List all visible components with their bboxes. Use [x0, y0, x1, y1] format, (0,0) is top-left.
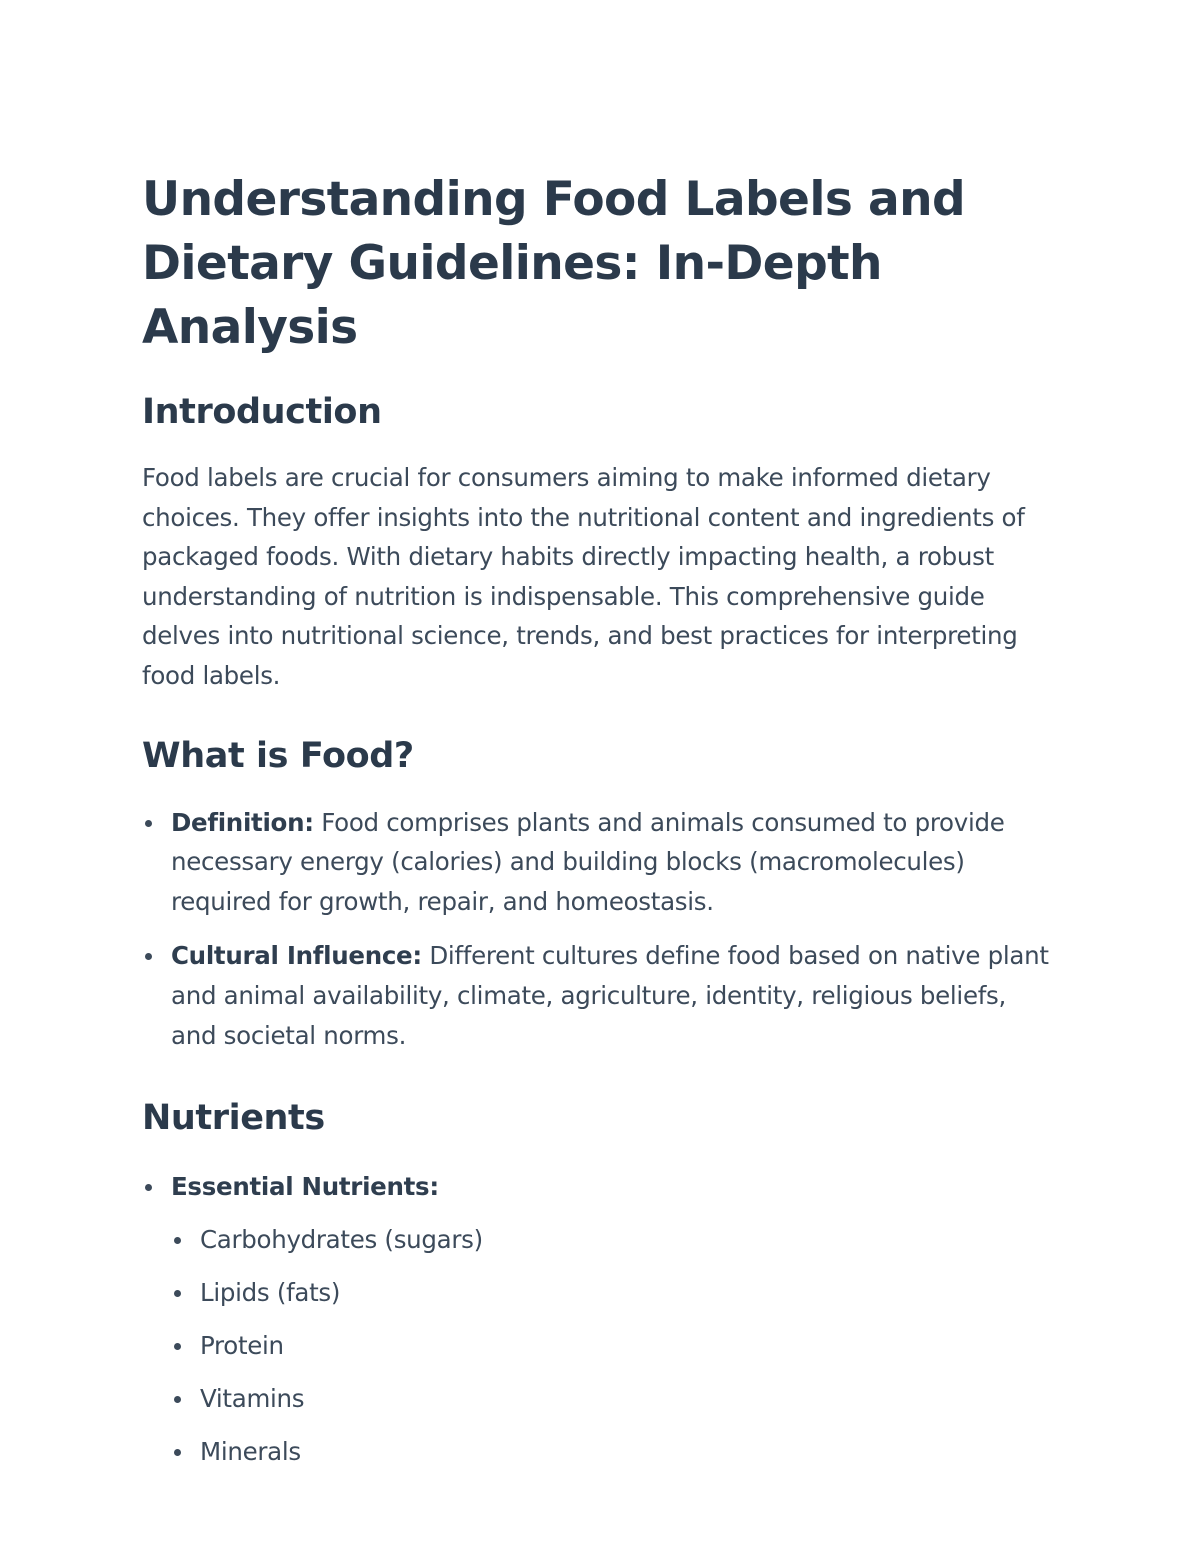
sublist-item-text: Carbohydrates (sugars) — [200, 1224, 483, 1254]
bullet-icon — [174, 1449, 181, 1456]
heading-introduction: Introduction — [142, 392, 382, 432]
list-item-definition — [142, 803, 1058, 922]
bullet-icon — [174, 1290, 181, 1297]
bullet-icon — [174, 1237, 181, 1244]
document-title: Understanding Food Labels and Dietary Guidelines: In-Depth Analysis — [142, 172, 966, 355]
what-is-food-list — [142, 803, 1058, 1056]
heading-nutrients: Nutrients — [142, 1098, 325, 1139]
bullet-icon — [145, 820, 152, 827]
introduction-paragraph: Food labels are crucial for consumers aiming to make informed dietary choices. They offer insights into the nutritional content and ingredients of packaged foods. With dietary habits directly impacting health, a robust understanding of nutrition is indispensable. This comprehensive guide delves into nutritional science, trends, and best practices for interpreting food labels. — [142, 463, 1025, 690]
item-label: Essential Nutrients: — [171, 1172, 439, 1202]
item-text: Different cultures define food based on native plant and animal availability, climate, agriculture, identity, religious beliefs, and societal norms. — [171, 941, 1049, 1050]
sublist-item-text: Lipids (fats) — [200, 1277, 341, 1307]
sublist-item-text: Minerals — [200, 1437, 301, 1467]
bullet-icon — [174, 1396, 181, 1403]
item-label: Definition: — [171, 807, 314, 837]
sublist-item — [171, 1220, 1058, 1260]
sublist-item — [171, 1432, 1058, 1472]
nutrients-list — [142, 1167, 1058, 1472]
bullet-icon — [145, 953, 152, 960]
bullet-icon — [145, 1184, 152, 1191]
sublist-item-text: Vitamins — [200, 1384, 305, 1413]
heading-what-is-food: What is Food? — [142, 735, 414, 776]
essential-nutrients-sublist — [171, 1220, 1058, 1472]
item-label: Cultural Influence: — [171, 941, 422, 971]
sublist-item — [171, 1326, 1058, 1366]
sublist-item-text: Protein — [200, 1330, 284, 1360]
list-item-cultural-influence — [142, 936, 1058, 1055]
list-item-essential-nutrients — [142, 1167, 1058, 1472]
sublist-item — [171, 1273, 1058, 1313]
item-text: Food comprises plants and animals consumed to provide necessary energy (calories) and building blocks (macromolecules) required for growth, repair, and homeostasis. — [171, 807, 1005, 916]
document-page — [142, 168, 1058, 1472]
sublist-item — [171, 1379, 1058, 1419]
bullet-icon — [174, 1343, 181, 1350]
